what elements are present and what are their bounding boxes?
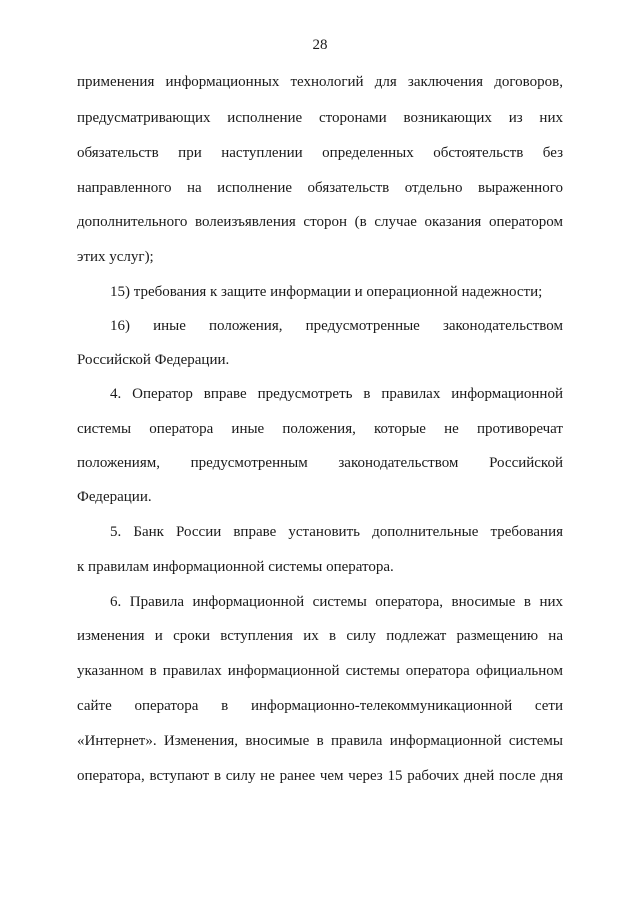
- text-line: 16) иные положения, предусмотренные законодательством: [110, 318, 563, 334]
- text-line: положениям, предусмотренным законодательством Российской: [77, 455, 563, 471]
- text-line: указанном в правилах информационной системы оператора официальном: [77, 663, 563, 679]
- text-line: обязательств при наступлении определенных обстоятельств без: [77, 145, 563, 161]
- text-line: сайте оператора в информационно-телекоммуникационной сети: [77, 698, 563, 714]
- text-line: дополнительного волеизъявления сторон (в случае оказания оператором: [77, 214, 563, 230]
- text-line: 6. Правила информационной системы оператора, вносимые в них: [110, 594, 563, 610]
- text-line: Федерации.: [77, 489, 152, 505]
- text-line: направленного на исполнение обязательств отдельно выраженного: [77, 180, 563, 196]
- text-line: Российской Федерации.: [77, 352, 230, 368]
- text-line: к правилам информационной системы оператора.: [77, 559, 394, 575]
- text-line: системы оператора иные положения, которые не противоречат: [77, 421, 563, 437]
- text-line: 4. Оператор вправе предусмотреть в правилах информационной: [110, 386, 563, 402]
- text-line: «Интернет». Изменения, вносимые в правила информационной системы: [77, 733, 563, 749]
- text-line: 15) требования к защите информации и операционной надежности;: [110, 284, 543, 300]
- text-line: 5. Банк России вправе установить дополнительные требования: [110, 524, 563, 540]
- text-line: этих услуг);: [77, 249, 154, 265]
- text-line: оператора, вступают в силу не ранее чем через 15 рабочих дней после дня: [77, 768, 563, 784]
- page-number: 28: [312, 37, 328, 53]
- text-line: изменения и сроки вступления их в силу подлежат размещению на: [77, 628, 563, 644]
- text-line: предусматривающих исполнение сторонами возникающих из них: [77, 110, 563, 126]
- text-line: применения информационных технологий для заключения договоров,: [77, 74, 563, 90]
